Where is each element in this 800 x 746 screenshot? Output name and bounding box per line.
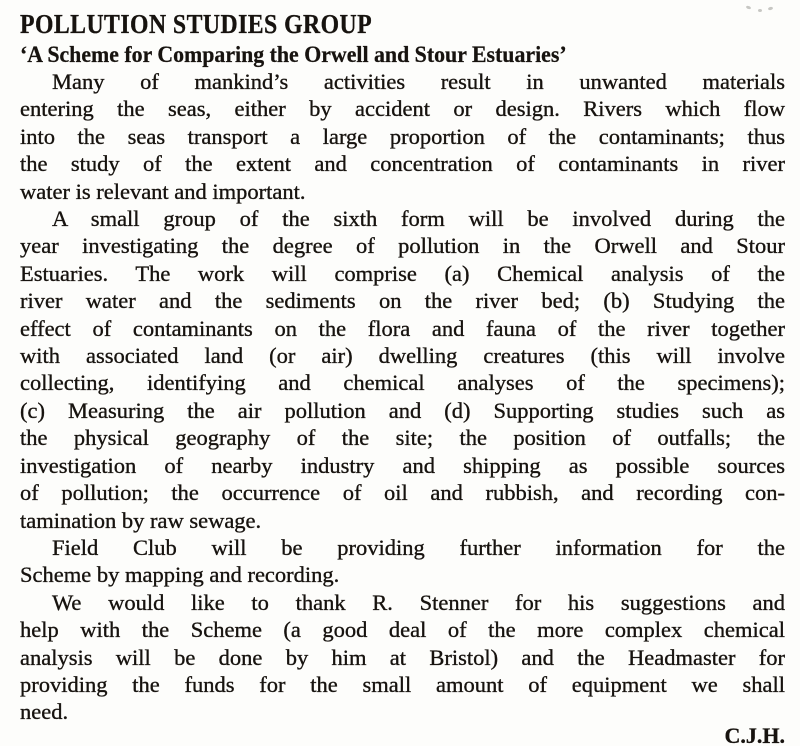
- text-line: Field Club will be providing further information for the: [52, 534, 785, 560]
- text-line: river water and the sediments on the river bed; (b) Studying the: [20, 288, 785, 314]
- text-line: A small group of the sixth form will be involved during the: [52, 206, 785, 232]
- document-body: [20, 68, 785, 726]
- text-line: the study of the extent and concentration of contaminants in river: [20, 151, 785, 177]
- document-subtitle-text: ‘A Scheme for Comparing the Orwell and Stour Estuaries’: [20, 42, 567, 67]
- text-line: collecting, identifying and chemical analyses of the specimens);: [20, 370, 785, 396]
- document-title-text: POLLUTION STUDIES GROUP: [20, 9, 373, 39]
- text-line: Scheme by mapping and recording.: [20, 562, 340, 588]
- text-line: entering the seas, either by accident or design. Rivers which flow: [20, 96, 785, 122]
- paragraph: [20, 68, 785, 205]
- text-line: (c) Measuring the air pollution and (d) Supporting studies such as: [20, 397, 785, 423]
- text-line: tamination by raw sewage.: [20, 507, 262, 533]
- text-line: analysis will be done by him at Bristol) and the Headmaster for: [20, 644, 785, 670]
- text-line: year investigating the degree of pollution in the Orwell and Stour: [20, 233, 785, 259]
- text-line: into the seas transport a large proportion of the contaminants; thus: [20, 123, 785, 149]
- text-line: help with the Scheme (a good deal of the more complex chemical: [20, 617, 785, 643]
- text-line: Estuaries. The work will comprise (a) Chemical analysis of the: [20, 260, 785, 286]
- paragraph: [20, 205, 785, 534]
- text-line: investigation of nearby industry and shipping as possible sources: [20, 452, 785, 478]
- text-line: Many of mankind’s activities result in unwanted materials: [52, 69, 785, 94]
- text-line: the physical geography of the site; the position of outfalls; the: [20, 425, 785, 451]
- text-line: need.: [20, 699, 69, 725]
- text-line: water is relevant and important.: [20, 178, 306, 204]
- text-line: with associated land (or air) dwelling creatures (this will involve: [20, 343, 785, 369]
- document-subtitle: [20, 41, 785, 68]
- text-line: of pollution; the occurrence of oil and rubbish, and recording con-: [20, 480, 785, 506]
- text-line: providing the funds for the small amount of equipment we shall: [20, 671, 785, 697]
- text-line: We would like to thank R. Stenner for his suggestions and: [52, 589, 785, 615]
- document-title: [20, 7, 785, 41]
- author-initials: C.J.H.: [724, 722, 785, 746]
- paragraph: [20, 589, 785, 726]
- text-line: effect of contaminants on the flora and fauna of the river together: [20, 315, 785, 341]
- scan-speck: [758, 9, 762, 12]
- paragraph: [20, 534, 785, 589]
